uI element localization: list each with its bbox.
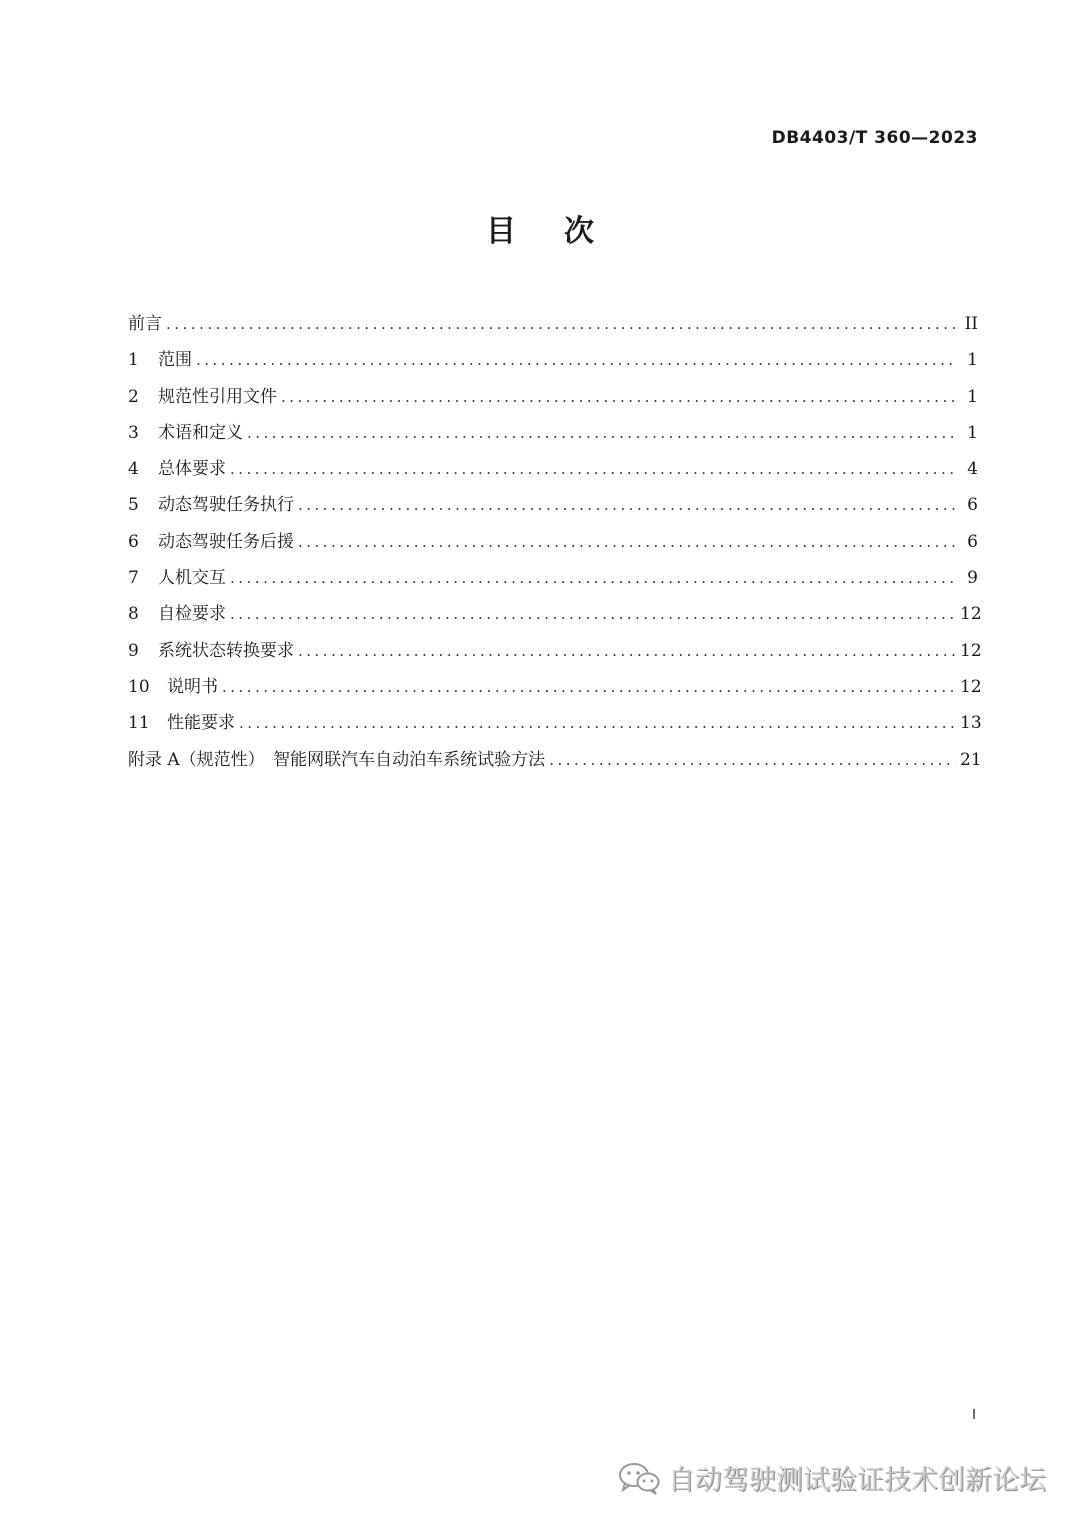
wechat-icon: [618, 1461, 660, 1495]
toc-leader-dots: [230, 560, 956, 596]
toc-entry-number: 11: [128, 713, 150, 734]
toc-leader-dots: [230, 451, 956, 487]
page-title: [0, 206, 1080, 250]
toc-entry-page: II: [964, 314, 978, 334]
toc-entry-number: 7: [128, 568, 139, 589]
toc-entry[interactable]: [128, 487, 978, 523]
toc-entry-number: 1: [128, 350, 139, 371]
table-of-contents: [128, 306, 982, 778]
toc-leader-dots: [239, 705, 956, 741]
toc-entry-label: 人机交互: [158, 568, 226, 589]
toc-entry-number: 6: [128, 531, 139, 552]
toc-entry[interactable]: [128, 379, 978, 415]
toc-entry-appendix[interactable]: [128, 742, 982, 778]
toc-entry-page: 4: [967, 459, 978, 480]
toc-leader-dots: [298, 487, 956, 523]
toc-entry-page: 12: [960, 604, 982, 625]
page-title-char-1: 目: [486, 214, 516, 249]
toc-entry-label: 系统状态转换要求: [158, 640, 294, 661]
toc-entry-label: 规范性引用文件: [158, 386, 277, 407]
document-code: DB4403/T 360—2023: [771, 128, 978, 148]
toc-entry-page: 21: [960, 749, 982, 770]
toc-entry-label: 范围: [158, 350, 192, 371]
toc-leader-dots: [298, 524, 956, 560]
toc-entry-number: 8: [128, 604, 139, 625]
toc-leader-dots: [281, 379, 956, 415]
page-title-char-2: 次: [564, 214, 594, 249]
toc-entry-page: 1: [967, 350, 978, 371]
toc-entry-number: 5: [128, 495, 139, 516]
toc-entry-page: 13: [960, 713, 982, 734]
toc-entry[interactable]: [128, 415, 978, 451]
toc-entry-page: 6: [967, 495, 978, 516]
toc-leader-dots: [298, 633, 956, 669]
toc-entry-page: 1: [967, 386, 978, 407]
toc-entry[interactable]: [128, 633, 982, 669]
toc-entry[interactable]: [128, 524, 978, 560]
toc-leader-dots: [230, 596, 956, 632]
toc-entry-number: 3: [128, 422, 139, 443]
toc-entry[interactable]: [128, 596, 982, 632]
toc-entry[interactable]: [128, 451, 978, 487]
toc-leader-dots: [222, 669, 956, 705]
toc-entry-label: 说明书: [167, 676, 218, 697]
toc-entry[interactable]: [128, 306, 978, 342]
toc-entry[interactable]: [128, 342, 978, 378]
toc-entry-number: 4: [128, 459, 139, 480]
toc-entry-label: 动态驾驶任务后援: [158, 531, 294, 552]
toc-leader-dots: [166, 306, 956, 342]
toc-entry-page: 12: [960, 676, 982, 697]
toc-entry-label: 自检要求: [158, 604, 226, 625]
toc-entry-page: 1: [967, 422, 978, 443]
toc-entry-label: 前言: [128, 314, 162, 334]
toc-entry-label: 性能要求: [167, 713, 235, 734]
watermark-text: 自动驾驶测试验证技术创新论坛: [668, 1465, 1046, 1496]
toc-entry-label: 附录 A（规范性） 智能网联汽车自动泊车系统试验方法: [128, 749, 546, 770]
toc-leader-dots: [196, 342, 956, 378]
toc-leader-dots: [549, 742, 956, 778]
toc-entry[interactable]: [128, 705, 982, 741]
page-number: I: [972, 1408, 976, 1423]
toc-entry[interactable]: [128, 669, 982, 705]
toc-entry-number: 2: [128, 386, 139, 407]
toc-entry[interactable]: [128, 560, 978, 596]
toc-entry-page: 9: [967, 568, 978, 589]
toc-entry-label: 动态驾驶任务执行: [158, 495, 294, 516]
toc-entry-label: 总体要求: [158, 459, 226, 480]
toc-entry-page: 12: [960, 640, 982, 661]
toc-entry-label: 术语和定义: [158, 422, 243, 443]
toc-entry-page: 6: [967, 531, 978, 552]
toc-leader-dots: [247, 415, 956, 451]
toc-entry-number: 9: [128, 640, 139, 661]
toc-entry-number: 10: [128, 676, 150, 697]
watermark: [618, 1458, 1046, 1497]
